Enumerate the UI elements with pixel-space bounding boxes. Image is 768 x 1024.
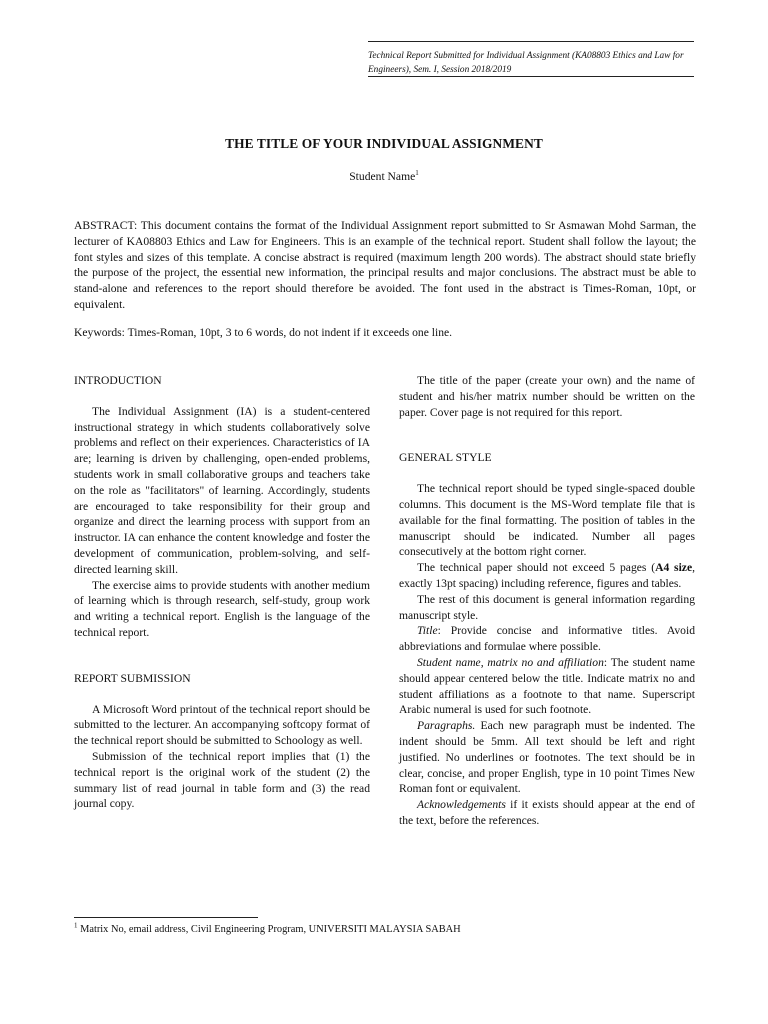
footnote-rule — [74, 917, 258, 918]
acknowledgements-rule-paragraph: Acknowledgements if it exists should appear at the end of the text, before the references. — [399, 798, 695, 827]
keywords: Keywords: Times-Roman, 10pt, 3 to 6 words, do not indent if it exceeds one line. — [74, 326, 453, 339]
abstract: ABSTRACT: This document contains the format of the Individual Assignment report submitted to Sr Asmawan Mohd Sarman, the lecturer of KA08803 Ethics and Law for Engineers. This is an example of the technical report. Student shall follow the layout; the font styles and sizes of this template. A concise abstract is required (maximum length 200 words). The abstract should state briefly the purpose of the project, the essential new information, the principal results and major conclusions. The abstract must be able to stand-alone and references to the report should therefore be avoided. The font used in the abstract is Times-Roman, 10pt, or equivalent. — [74, 219, 696, 311]
student-name: Student Name — [349, 170, 416, 183]
left-column — [74, 373, 370, 812]
submission-paragraph-2: Submission of the technical report implies that (1) the technical report is the original work of the student (2) the summary list of read journal in table form and (3) the read journal copy. — [74, 749, 370, 811]
section-heading-introduction: INTRODUCTION — [74, 374, 162, 387]
paragraphs-rule-paragraph: Paragraphs. Each new paragraph must be indented. The indent should be 5mm. All text should be left and right justified. No underlines or footnotes. The text should be in clear, concise, and proper English, type in 10 point Times New Roman font or equivalent. — [399, 719, 695, 796]
title-note-paragraph: The title of the paper (create your own) and the name of student and his/her matrix number should be written on the paper. Cover page is not required for this report. — [399, 374, 695, 419]
intro-paragraph-1: The Individual Assignment (IA) is a student-centered instructional strategy in which students collaboratively solve problems and reflect on their experiences. Characteristics of IA are; learning is driven by challenging, open-ended problems, students work in small collaborative groups and teachers take on the role as "facilitators" of learning. Accordingly, students are encouraged to take responsibility for their group and organize and direct the learning process with support from an instructor. IA can enhance the content knowledge and foster the development of communication, problem-solving, and self-directed learning skill. — [74, 404, 370, 576]
paper-title: THE TITLE OF YOUR INDIVIDUAL ASSIGNMENT — [225, 136, 543, 151]
title-rule-paragraph: Title: Provide concise and informative titles. Avoid abbreviations and formulae where possible. — [399, 624, 695, 654]
author-line — [0, 170, 768, 183]
intro-paragraph-2: The exercise aims to provide students with another medium of learning which is through research, self-study, group work and writing a technical report. English is the language of the technical report. — [74, 578, 370, 639]
affiliation-rule-paragraph: Student name, matrix no and affiliation: The student name should appear centered below the title. Indicate matrix no and student affiliations as a footnote to that name. Superscript Arabic numeral is used for such footnote. — [399, 655, 695, 717]
style-paragraph-3: The rest of this document is general information regarding manuscript style. — [399, 592, 695, 622]
right-column — [399, 373, 695, 829]
header-bottom-rule — [368, 76, 694, 77]
section-heading-report-submission: REPORT SUBMISSION — [74, 671, 191, 685]
a4-size-emphasis: A4 size — [655, 561, 693, 575]
submission-paragraph-1: A Microsoft Word printout of the technical report should be submitted to the lecturer. An accompanying softcopy format of the technical report should be submitted to Schoology as well. — [74, 702, 370, 748]
style-paragraph-2: The technical paper should not exceed 5 pages (A4 size, exactly 13pt spacing) including reference, figures and tables. — [399, 561, 695, 590]
style-paragraph-1: The technical report should be typed single-spaced double columns. This document is the MS-Word template file that is available for the final formatting. The position of tables in the manuscript should be indicated. Number all pages consecutively at the bottom right corner. — [399, 482, 695, 559]
footnote-text: Matrix No, email address, Civil Engineering Program, UNIVERSITI MALAYSIA SABAH — [77, 924, 461, 935]
section-heading-general-style: GENERAL STYLE — [399, 451, 492, 465]
footnote — [74, 923, 696, 937]
running-header: Technical Report Submitted for Individual Assignment (KA08803 Ethics and Law for Engineers), Sem. I, Session 2018/2019 — [368, 51, 684, 75]
header-top-rule — [368, 41, 694, 42]
footnote-marker: 1 — [415, 169, 419, 178]
footnote-number: 1 — [74, 921, 78, 930]
